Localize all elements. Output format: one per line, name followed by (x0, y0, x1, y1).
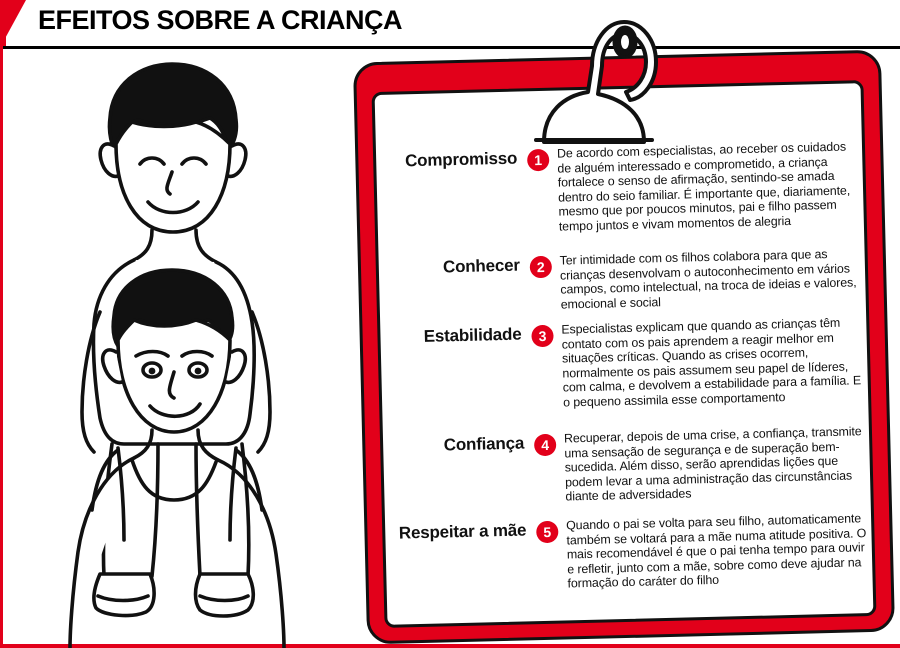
list-item (377, 139, 865, 234)
item-number-badge: 1 (527, 149, 550, 172)
father-carrying-son-on-shoulders-illustration (0, 40, 380, 648)
item-number-badge: 4 (534, 434, 557, 457)
item-list (376, 84, 877, 626)
item-term: Conhecer (442, 255, 521, 277)
item-term: Estabilidade (423, 324, 522, 346)
item-text: Recuperar, depois de uma crise, a confiança, transmite uma sensação de segurança e de superação bem-sucedida. Além disso, serão aprendidas lições que podem levar a uma administração das circunstâncias diante de adversidades (563, 424, 862, 504)
page-title: EFEITOS SOBRE A CRIANÇA (38, 5, 403, 35)
item-term: Respeitar a mãe (398, 520, 527, 543)
item-term: Confiança (443, 433, 525, 455)
list-item (386, 511, 874, 591)
item-text: Quando o pai se volta para seu filho, automaticamente também se voltará para a mãe numa atitude positiva. O mais recomendável é que o pai tenha tempo para ouvir e refletir, junto com a mãe, sobre como deve ajudar na formação do caráter do filho (565, 511, 867, 591)
list-item (380, 247, 868, 312)
list-item (384, 424, 872, 504)
item-text: De acordo com especialistas, ao receber os cuidados de alguém interessado e comprometido, a criança fortalece o senso de afirmação, sentindo-se amada dentro do seio familiar. É importante que, diariamente, mesmo que por poucos minutos, pai e filho passem tempo juntos e vivam momentos de alegria (556, 139, 851, 234)
item-number-badge: 3 (531, 325, 554, 348)
clipboard-panel (352, 8, 896, 644)
item-number-badge: 5 (536, 521, 559, 544)
item-term: Compromisso (404, 148, 518, 171)
item-text: Ter intimidade com os filhos colabora para que as crianças desenvolvam o autoconhecimento em vários campos, como intelectual, na troca de ideias e valores, emocional e social (559, 247, 857, 312)
list-item (381, 315, 869, 410)
item-number-badge: 2 (530, 256, 553, 279)
item-text: Especialistas explicam que quando as crianças têm contato com os pais aprendem a reagir melhor em situações críticas. Quando as crises ocorrem, normalmente os pais assumem seu papel de líderes, com calma, e devolvem a estabilidade para a família. E o pequeno assimila esse comportamento (561, 315, 862, 410)
